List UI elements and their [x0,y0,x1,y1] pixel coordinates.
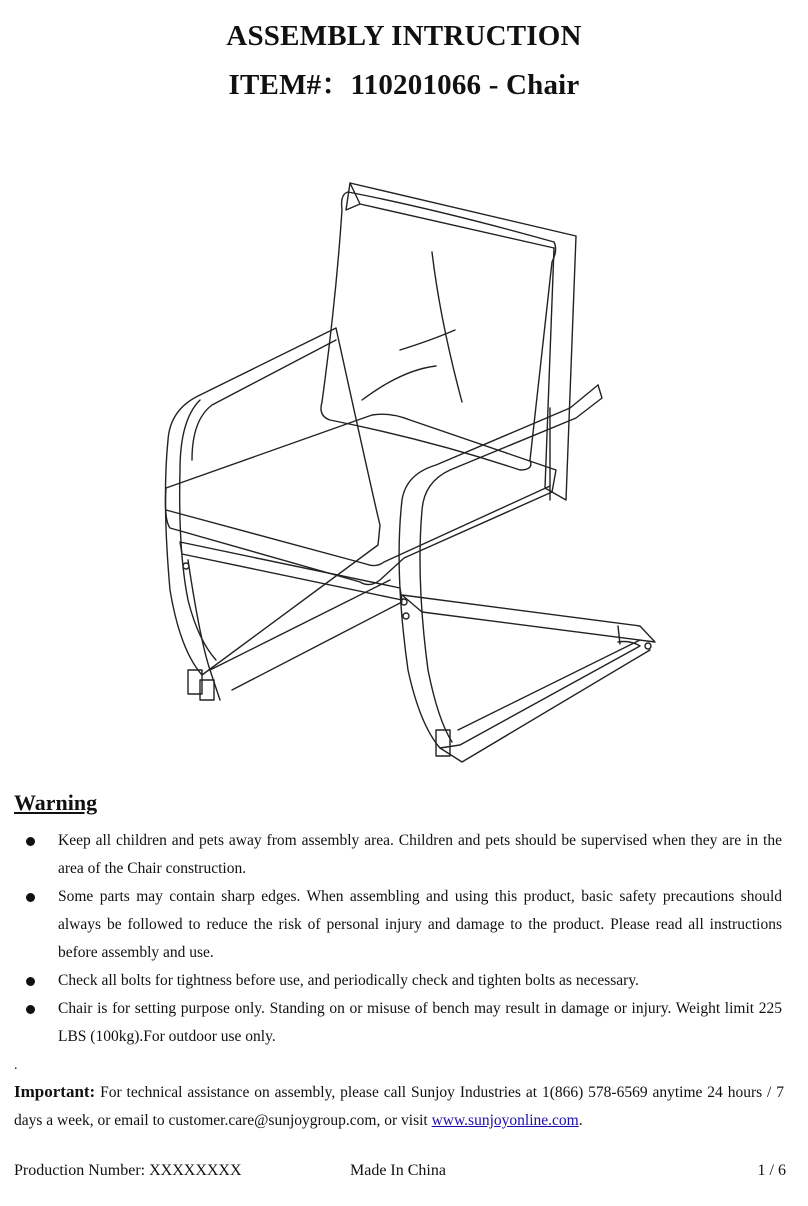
important-text: For technical assistance on assembly, please call Sunjoy Industries at 1(866) 578-6569 anytime 24 hours / 7 days a week, or email to customer.care@sunjoygroup.com, or visit [14,1084,784,1129]
important-label: Important: [14,1082,96,1101]
right-base-rail [402,595,655,642]
document-title: ASSEMBLY INTRUCTION [226,20,582,52]
left-armrest [165,328,380,675]
website-link[interactable]: www.sunjoyonline.com [431,1112,579,1129]
warning-item: Some parts may contain sharp edges. When assembling and using this product, basic safety precautions should always be followed to reduce the risk of personal injury and damage to the product. Please read all instructions before assembly and use. [14,883,782,967]
bullet-icon [26,1005,35,1014]
made-in-label: Made In China [350,1162,446,1179]
stray-mark: . [14,1058,18,1073]
bullet-icon [26,893,35,902]
production-number: Production Number: XXXXXXXX [14,1162,242,1179]
warning-item: Keep all children and pets away from assembly area. Children and pets should be supervised when they are in the area of the Chair construction. [14,827,782,883]
warning-list [14,827,782,1051]
chair-illustration [140,170,680,770]
warning-item: Chair is for setting purpose only. Standing on or misuse of bench may result in damage or injury. Weight limit 225 LBS (100kg).For outdoor use only. [14,995,782,1051]
right-armrest [399,385,640,748]
bullet-icon [26,977,35,986]
back-cushion [321,192,556,470]
warning-item: Check all bolts for tightness before use, and periodically check and tighten bolts as necessary. [14,967,782,995]
important-note: Important: For technical assistance on assembly, please call Sunjoy Industries at 1(866) 578-6569 anytime 24 hours / 7 days a week, or email to customer.care@sunjoygroup.com, or visit www.sunjoyonline.com. [14,1082,784,1129]
warning-heading: Warning [14,790,98,815]
item-number-title: ITEM#：110201066 - Chair [228,69,580,101]
page-number: 1 / 6 [757,1162,786,1179]
bullet-icon [26,837,35,846]
